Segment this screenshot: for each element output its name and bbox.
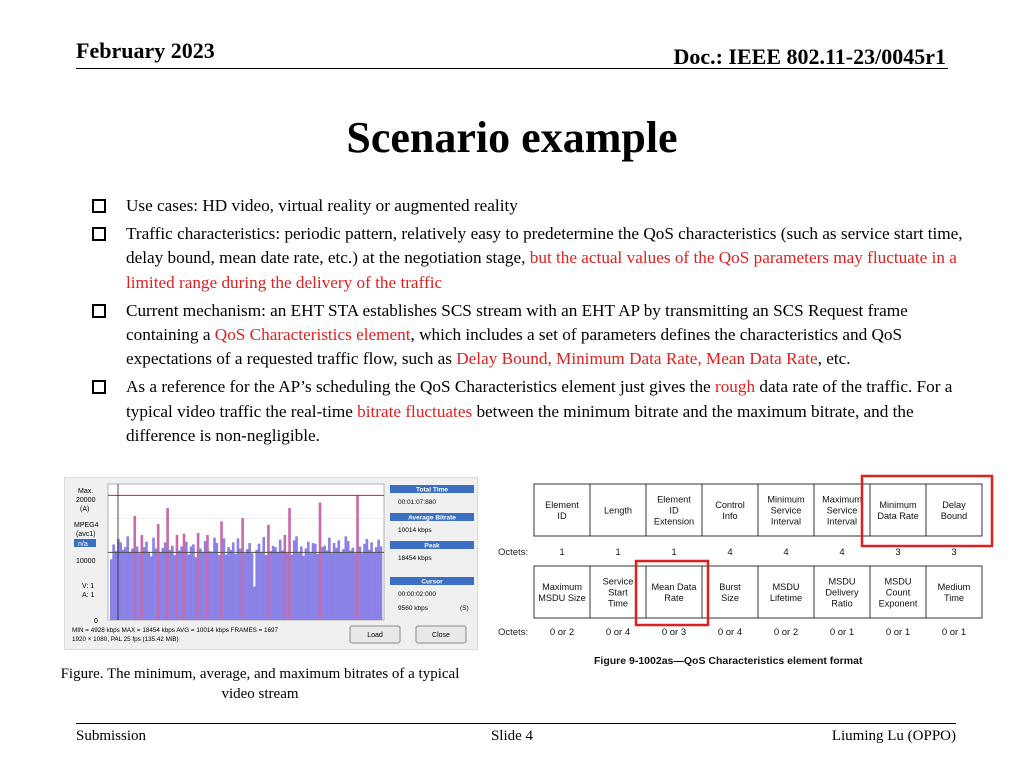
bitrate-bar bbox=[208, 551, 211, 620]
qos-octet-value: 1 bbox=[559, 547, 565, 558]
qos-field-label: Element ID Extension bbox=[653, 494, 695, 527]
bitrate-bar bbox=[298, 552, 301, 620]
qos-octet-value: 0 or 2 bbox=[773, 627, 799, 638]
bitrate-bar bbox=[300, 546, 303, 620]
bitrate-bar bbox=[194, 557, 197, 620]
bitrate-bar bbox=[143, 547, 146, 620]
bitrate-bar bbox=[340, 553, 343, 621]
bitrate-bar bbox=[197, 533, 200, 620]
bitrate-bar bbox=[145, 542, 148, 620]
qos-field-label: Delay Bound bbox=[940, 499, 968, 521]
bullet-list bbox=[92, 194, 972, 452]
axis-a-count: A: 1 bbox=[82, 592, 95, 599]
qos-element-format-figure bbox=[494, 474, 1000, 674]
bitrate-bar bbox=[112, 544, 115, 620]
qos-field-label: Burst Size bbox=[719, 581, 741, 603]
load-button[interactable] bbox=[350, 626, 400, 643]
cursor-unit: (S) bbox=[460, 605, 469, 612]
bitrate-bar bbox=[288, 508, 291, 620]
qos-field-label: MSDU Lifetime bbox=[769, 581, 803, 603]
bitrate-bar bbox=[131, 548, 134, 620]
bitrate-bar bbox=[190, 546, 193, 620]
bitrate-bar bbox=[227, 547, 230, 620]
bullet-item bbox=[92, 299, 972, 372]
bullet-text: Traffic characteristics: periodic pattern, relatively easy to predetermine the QoS characteristics (such as service start time, delay bound, mean date rate, etc.) at the negotiation stage, bbox=[126, 224, 963, 268]
bitrate-bar bbox=[124, 547, 127, 620]
bitrate-bar bbox=[265, 555, 268, 620]
bullet-text: data rate of the traffic. For a typical video traffic the real-time bbox=[126, 377, 953, 421]
qos-field-label: Length bbox=[603, 505, 633, 516]
bitrate-bar bbox=[368, 550, 371, 620]
octets-label-1: Octets: bbox=[498, 547, 529, 558]
bitrate-bar bbox=[352, 548, 355, 620]
qos-field-label: Maximum MSDU Size bbox=[538, 581, 586, 603]
bitrate-bar bbox=[361, 553, 364, 620]
bullet-item bbox=[92, 194, 972, 218]
bitrate-bar bbox=[232, 542, 235, 620]
highlighted-text: but the actual values of the QoS parameters may fluctuate in a limited range during the delivery of the traffic bbox=[126, 248, 957, 292]
bitrate-bar bbox=[354, 553, 357, 620]
qos-octet-value: 4 bbox=[783, 547, 789, 558]
bitrate-bar bbox=[211, 552, 214, 620]
qos-field-label: Minimum Service Interval bbox=[767, 494, 805, 527]
axis-codec1: MPEG4 bbox=[74, 522, 99, 529]
octets-label-2: Octets: bbox=[498, 627, 529, 638]
qos-octet-value: 0 or 1 bbox=[941, 627, 967, 638]
qos-octet-value: 1 bbox=[671, 547, 677, 558]
bitrate-bar bbox=[180, 546, 183, 620]
bitrate-bar bbox=[281, 550, 284, 620]
bitrate-bar bbox=[375, 547, 378, 620]
bitrate-bar bbox=[230, 550, 233, 620]
bitrate-bar bbox=[316, 554, 319, 620]
qos-field-label: Mean Data Rate bbox=[651, 581, 697, 603]
bitrate-bar bbox=[274, 547, 277, 620]
bitrate-bar bbox=[178, 550, 181, 620]
bullet-text: As a reference for the AP’s scheduling the QoS Characteristics element just gives the bbox=[126, 377, 715, 397]
bitrate-bar bbox=[342, 549, 345, 620]
bitrate-bar bbox=[276, 553, 279, 621]
bitrate-bar bbox=[140, 535, 143, 620]
avg-bitrate-label: Average Bitrate bbox=[408, 514, 456, 522]
bitrate-bar bbox=[370, 542, 373, 620]
qos-octet-value: 4 bbox=[727, 547, 733, 558]
highlighted-text: rough bbox=[714, 377, 756, 397]
cursor-label: Cursor bbox=[421, 578, 443, 586]
qos-octet-value: 3 bbox=[895, 547, 901, 558]
qos-field-label: Service Start Time bbox=[602, 576, 634, 609]
peak-label: Peak bbox=[424, 542, 440, 550]
axis-mid-value: 10000 bbox=[76, 558, 96, 565]
header-date: February 2023 bbox=[76, 38, 215, 63]
bitrate-bar bbox=[356, 495, 359, 620]
total-time-value: 00:01:07:880 bbox=[398, 499, 436, 506]
bullet-square-icon bbox=[92, 380, 106, 394]
bitrate-screenshot bbox=[64, 477, 478, 650]
bitrate-bar bbox=[248, 543, 251, 620]
bitrate-bar bbox=[330, 553, 333, 620]
bitrate-bar bbox=[309, 553, 312, 621]
bitrate-bar bbox=[148, 552, 151, 620]
qos-octet-value: 0 or 4 bbox=[717, 627, 743, 638]
bullet-square-icon bbox=[92, 199, 106, 213]
bitrate-bar bbox=[258, 544, 261, 620]
axis-zero: 0 bbox=[94, 618, 98, 625]
bitrate-bar bbox=[286, 553, 289, 620]
bitrate-bar bbox=[272, 546, 275, 620]
bitrate-bar bbox=[380, 546, 383, 620]
bitrate-bar bbox=[122, 550, 125, 620]
qos-field-label: Control Info bbox=[715, 499, 745, 521]
bitrate-bar bbox=[206, 535, 209, 620]
bullet-square-icon bbox=[92, 227, 106, 241]
bitrate-bar bbox=[129, 552, 132, 620]
bitrate-bar bbox=[305, 548, 308, 620]
header-doc-id: Doc.: IEEE 802.11-23/0045r1 bbox=[673, 44, 946, 69]
qos-figure-caption: Figure 9-1002as—QoS Characteristics element format bbox=[594, 655, 863, 667]
axis-max-unit: (A) bbox=[80, 506, 90, 513]
qos-octet-value: 3 bbox=[951, 547, 957, 558]
bitrate-bar bbox=[157, 524, 160, 620]
bitrate-bar bbox=[241, 518, 244, 620]
bitrate-bar bbox=[377, 540, 380, 620]
bitrate-bar bbox=[267, 525, 270, 620]
qos-field-label: Maximum Service Interval bbox=[822, 494, 862, 527]
bitrate-bar bbox=[333, 543, 336, 620]
bitrate-bar bbox=[349, 550, 352, 620]
bitrate-bar bbox=[216, 543, 219, 620]
avg-bitrate-value: 10014 kbps bbox=[398, 527, 432, 534]
highlighted-text: bitrate fluctuates bbox=[357, 401, 473, 421]
bitrate-bar bbox=[133, 516, 136, 620]
bitrate-bar bbox=[115, 551, 118, 620]
bitrate-bar bbox=[220, 521, 223, 620]
bitrate-bar bbox=[213, 538, 216, 620]
bitrate-bar bbox=[302, 556, 305, 620]
bitrate-bar bbox=[162, 548, 165, 620]
axis-max-value: 20000 bbox=[76, 497, 96, 504]
bitrate-bar bbox=[176, 535, 179, 620]
highlighted-text: QoS Characteristics element bbox=[214, 325, 411, 345]
qos-field-label: Minimum Data Rate bbox=[877, 499, 919, 521]
bitrate-bar bbox=[225, 555, 228, 620]
bitrate-bar bbox=[110, 559, 113, 620]
bitrate-bar bbox=[366, 539, 369, 620]
bitrate-bar bbox=[260, 553, 263, 621]
bitrate-bar bbox=[314, 544, 317, 620]
bitrate-bar bbox=[234, 554, 237, 620]
bullet-square-icon bbox=[92, 304, 106, 318]
qos-field-label: MSDU Delivery Ratio bbox=[825, 576, 859, 609]
qos-field-label: Medium Time bbox=[937, 581, 971, 603]
close-button-label: Close bbox=[432, 632, 450, 639]
qos-field-label: MSDU Count Exponent bbox=[878, 576, 918, 609]
bitrate-bar bbox=[237, 538, 240, 620]
axis-badge: n/a bbox=[78, 541, 88, 548]
bitrate-bar bbox=[169, 550, 172, 620]
bitrate-bar bbox=[326, 550, 329, 620]
bitrate-bar bbox=[328, 538, 331, 620]
bitrate-bar bbox=[150, 557, 153, 620]
stats-line-1: MIN = 4928 kbps MAX = 18454 kbps AVG = 10014 kbps FRAMES = 1697 bbox=[72, 627, 279, 634]
bitrate-bar bbox=[173, 555, 176, 620]
axis-codec2: (avc1) bbox=[76, 531, 96, 538]
qos-octet-value: 0 or 1 bbox=[829, 627, 855, 638]
bitrate-bar bbox=[269, 551, 272, 620]
bitrate-bar bbox=[218, 555, 221, 620]
qos-octet-value: 0 or 2 bbox=[549, 627, 575, 638]
bitrate-bar bbox=[136, 546, 139, 620]
cursor-time: 00:00:02:000 bbox=[398, 591, 436, 598]
stats-line-2: 1920 × 1080, PAL 25 fps (135.42 MiB) bbox=[72, 636, 179, 643]
bitrate-bar bbox=[244, 553, 247, 620]
axis-v-count: V: 1 bbox=[82, 583, 95, 590]
bitrate-bar bbox=[363, 544, 366, 620]
qos-octet-value: 0 or 3 bbox=[661, 627, 687, 638]
bitrate-bar bbox=[307, 542, 310, 620]
bitrate-bar bbox=[192, 544, 195, 620]
bitrate-bar bbox=[201, 553, 204, 621]
bitrate-bar bbox=[171, 546, 174, 620]
header-rule bbox=[76, 68, 948, 69]
close-button[interactable] bbox=[416, 626, 466, 643]
qos-octet-value: 4 bbox=[839, 547, 845, 558]
bitrate-bar bbox=[295, 536, 298, 620]
bitrate-bar bbox=[187, 555, 190, 620]
bitrate-bar bbox=[284, 535, 287, 620]
bitrate-bar bbox=[251, 553, 254, 620]
bitrate-bar bbox=[166, 508, 169, 620]
bitrate-bar bbox=[344, 536, 347, 620]
bullet-text: Use cases: HD video, virtual reality or augmented reality bbox=[126, 196, 518, 215]
figure-caption: Figure. The minimum, average, and maximum bitrates of a typical video stream bbox=[60, 666, 460, 702]
bitrate-bar bbox=[223, 538, 226, 620]
peak-value: 18454 kbps bbox=[398, 555, 432, 562]
highlighted-text: Delay Bound, Minimum Data Rate, Mean Data Rate bbox=[456, 349, 818, 369]
bitrate-bar bbox=[246, 549, 249, 620]
bitrate-bar bbox=[164, 542, 167, 620]
bitrate-bar bbox=[359, 546, 362, 620]
cursor-rate: 9560 kbps bbox=[398, 605, 428, 612]
qos-field-label: Element ID bbox=[545, 499, 579, 521]
bitrate-bar bbox=[199, 548, 202, 620]
load-button-label: Load bbox=[367, 632, 383, 639]
total-time-label: Total Time bbox=[416, 486, 448, 494]
bitrate-bar bbox=[119, 542, 122, 620]
bitrate-bar bbox=[183, 534, 186, 620]
footer-rule bbox=[76, 723, 956, 724]
footer-submission: Submission bbox=[76, 728, 147, 744]
bullet-text: between the minimum bitrate and the maximum bitrate, and the difference is non-negligible. bbox=[126, 401, 914, 445]
bitrate-bar bbox=[262, 537, 265, 620]
bullet-text: Current mechanism: an EHT STA establishes SCS stream with an EHT AP by transmitting an SCS Request frame containing a bbox=[126, 300, 908, 345]
bitrate-bar bbox=[253, 587, 256, 620]
bitrate-bar bbox=[159, 553, 162, 621]
qos-octet-value: 0 or 4 bbox=[605, 627, 631, 638]
bullet-text: , which includes a set of parameters defines the characteristics and QoS expectations of a requested traffic flow, such as bbox=[126, 325, 903, 369]
bitrate-bar bbox=[291, 555, 294, 620]
bullet-item bbox=[92, 222, 972, 295]
bitrate-bar bbox=[239, 548, 242, 620]
bitrate-bar bbox=[126, 536, 129, 620]
bitrate-bar bbox=[185, 542, 188, 620]
bitrate-bar bbox=[373, 553, 376, 621]
bullet-text: , etc. bbox=[817, 349, 851, 369]
bitrate-bar bbox=[321, 547, 324, 620]
qos-octet-value: 1 bbox=[615, 547, 621, 558]
axis-max-label: Max. bbox=[78, 488, 94, 495]
bitrate-bar bbox=[255, 550, 258, 620]
bitrate-bar bbox=[335, 548, 338, 620]
footer-author: Liuming Lu (OPPO) bbox=[831, 728, 956, 744]
bitrate-bar bbox=[138, 553, 141, 620]
slide-title: Scenario example bbox=[346, 113, 678, 162]
bitrate-bar bbox=[319, 503, 322, 620]
bitrate-bar bbox=[155, 548, 158, 620]
bitrate-bar bbox=[152, 538, 155, 620]
bitrate-bar bbox=[323, 546, 326, 620]
footer-slide-number: Slide 4 bbox=[490, 728, 534, 744]
bitrate-bar bbox=[312, 543, 315, 620]
bullet-item bbox=[92, 375, 972, 448]
qos-octet-value: 0 or 1 bbox=[885, 627, 911, 638]
bitrate-bar bbox=[279, 540, 282, 620]
